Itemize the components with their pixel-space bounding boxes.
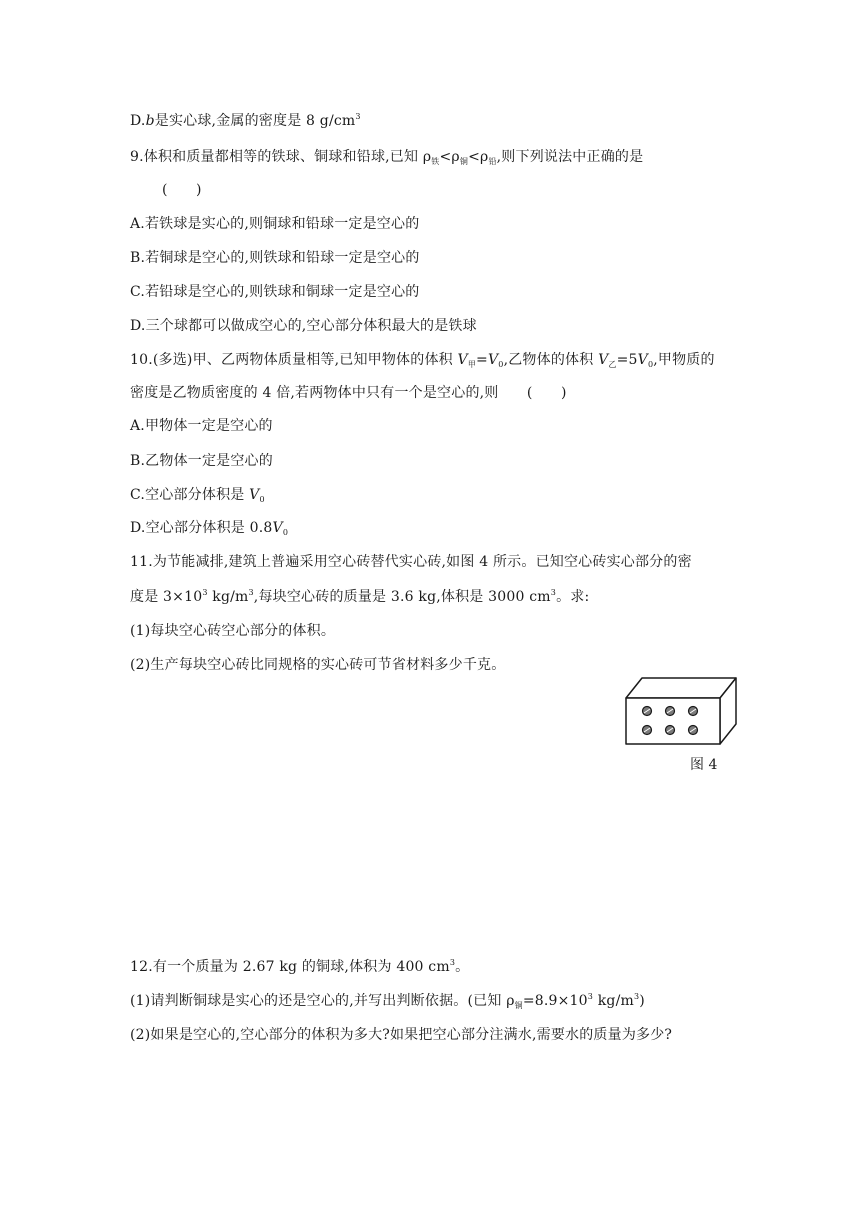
q9-lt1: <ρ [439,149,460,165]
q10-v-yi: V [598,352,609,368]
q11-part2: (2)生产每块空心砖比同规格的实心砖可节省材料多少千克。 [130,657,506,673]
q11-stem-line1: 11.为节能减排,建筑上普遍采用空心砖替代实心砖,如图 4 所示。已知空心砖实心部分的密 [130,554,692,570]
q9-sub-lead: 铅 [488,157,497,166]
q11-sup-c: 3 [550,588,557,597]
q10-option-c-sub: 0 [259,495,265,504]
q9-option-b: B.若铜球是空心的,则铁球和铅球一定是空心的 [130,250,420,266]
q9-sub-copper: 铜 [459,157,469,166]
q12-stem-sup: 3 [449,958,456,967]
q10-option-d [130,518,288,538]
q9-stem-1: 9.体积和质量都相等的铁球、铜球和铅球,已知 ρ [130,149,432,165]
q10-option-c-var: V [249,487,260,503]
q9-option-c: C.若铅球是空心的,则铁球和铜球一定是空心的 [130,284,420,300]
q12-part2: (2)如果是空心的,空心部分的体积为多大?如果把空心部分注满水,需要水的质量为多少? [130,1027,673,1043]
q9-stem [130,147,643,167]
q11-stem-2a: 度是 3×10 [130,589,203,605]
q12-stem [130,957,469,977]
q10-eq-jia: = [476,352,488,368]
q12-stem-a: 12.有一个质量为 2.67 kg 的铜球,体积为 400 cm [130,959,450,975]
q10-stem-3: ,甲物质的 [653,352,715,368]
q8-option-d-sup: 3 [355,112,361,121]
q10-option-d-text: D.空心部分体积是 0.8 [130,520,273,536]
q9-option-d: D.三个球都可以做成空心的,空心部分体积最大的是铁球 [130,318,477,334]
q12-part1-c: kg/m [593,993,634,1009]
q11-part1: (1)每块空心砖空心部分的体积。 [130,623,336,639]
q12-stem-b: 。 [455,959,470,975]
q12-part1-sup1: 3 [587,992,594,1001]
q10-v-jia: V [457,352,468,368]
q10-option-c-text: C.空心部分体积是 [130,487,250,503]
q10-option-d-var: V [272,520,283,536]
q9-sub-iron: 铁 [431,157,440,166]
q12-part1-a: (1)请判断铜球是实心的还是空心的,并写出判断依据。(已知 ρ [130,993,515,1009]
q12-part1-d: ) [639,993,645,1009]
q11-sup-b: 3 [248,588,254,597]
q10-sub-jia: 甲 [467,360,477,369]
q12-part1-sup2: 3 [633,992,640,1001]
brick-front-face [626,698,720,744]
q10-eq-yi: =5 [616,352,638,368]
q12-part1-sub: 铜 [514,1001,523,1010]
q10-option-b: B.乙物体一定是空心的 [130,453,273,469]
q11-stem-2d: 。求: [556,589,590,605]
q8-option-d-var: b [145,113,155,129]
q10-option-d-sub: 0 [282,528,289,537]
brick-top-face [626,678,736,698]
q10-option-a: A.甲物体一定是空心的 [130,418,273,434]
q8-option-d-prefix: D. [130,113,146,129]
q10-stem-1: 10.(多选)甲、乙两物体质量相等,已知甲物体的体积 [130,352,458,368]
q12-part1 [130,991,645,1011]
q9-stem-2: ,则下列说法中正确的是 [496,149,644,165]
q11-stem-2c: ,每块空心砖的质量是 3.6 kg,体积是 3000 cm [253,589,551,605]
q11-sup-a: 3 [202,588,208,597]
q8-option-d [130,111,361,131]
q10-sub0-b: 0 [647,360,654,369]
q10-v0-b: V [637,352,648,368]
q10-sub0-a: 0 [498,360,504,369]
q9-option-a: A.若铁球是实心的,则铜球和铅球一定是空心的 [130,216,420,232]
q10-stem-line1 [130,350,715,370]
q11-stem-line2 [130,587,589,607]
q11-stem-2b: kg/m [207,589,249,605]
q10-stem-line2: 密度是乙物质密度的 4 倍,若两物体中只有一个是空心的,则 ( ) [130,385,567,401]
q9-answer-bracket: ( ) [162,182,202,198]
q12-part1-b: =8.9×10 [522,993,588,1009]
q10-v0-a: V [487,352,499,368]
q10-sub-yi: 乙 [608,360,617,369]
figure-caption: 图 4 [690,757,718,773]
q8-option-d-text: 是实心球,金属的密度是 8 g/cm [154,113,356,129]
q9-lt2: <ρ [468,149,489,165]
hollow-brick-figure [620,676,740,748]
q10-option-c [130,485,265,505]
q10-stem-2: ,乙物体的体积 [503,352,599,368]
